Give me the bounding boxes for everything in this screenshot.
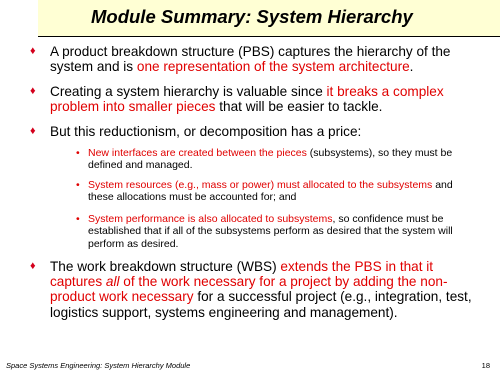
- sub-bullet-text: (subsystems), so they must be defined and managed.: [88, 147, 453, 172]
- dot-bullet-icon: •: [76, 213, 80, 225]
- dot-bullet-icon: •: [76, 179, 80, 191]
- bullet-emphasis: extends the PBS in that it captures: [50, 259, 434, 290]
- diamond-bullet-icon: ♦: [30, 125, 36, 137]
- bullet-wbs: [30, 259, 475, 320]
- sub-bullet-performance: [76, 213, 468, 250]
- slide-footer: Space Systems Engineering: System Hierarchy Module: [6, 361, 191, 370]
- page-number: 18: [481, 361, 490, 370]
- sub-bullet-emphasis: New interfaces are created between the pieces: [88, 147, 307, 159]
- diamond-bullet-icon: ♦: [30, 260, 36, 272]
- sub-bullet-text: and these allocations must be accounted for; and: [88, 179, 453, 204]
- bullet-emphasis: of the work necessary for a project by adding the non-product work necessary: [50, 274, 448, 305]
- sub-bullet-emphasis: System performance is also allocated to subsystems: [88, 213, 333, 225]
- bullet-text: Creating a system hierarchy is valuable since: [50, 84, 327, 99]
- bullet-text: for a successful project (e.g., integration, test, logistics support, systems engineering and management).: [50, 289, 472, 320]
- sub-bullet-emphasis: System resources (e.g., mass or power) must allocated to the subsystems: [88, 179, 433, 191]
- diamond-bullet-icon: ♦: [30, 85, 36, 97]
- bullet-hierarchy-value: [30, 84, 475, 115]
- diamond-bullet-icon: ♦: [30, 45, 36, 57]
- sub-bullet-text: , so confidence must be established that if all of the subsystems perform as desired that the system will perform as desired.: [88, 213, 453, 250]
- bullet-text: .: [409, 59, 414, 75]
- bullet-text: But this reductionism, or decomposition has a price:: [50, 124, 362, 139]
- bullet-emphasis: it breaks a complex problem into smaller pieces: [50, 84, 444, 115]
- dot-bullet-icon: •: [76, 147, 80, 159]
- bullet-text: A product breakdown structure (PBS) captures the hierarchy of the system and is: [50, 44, 451, 75]
- sub-bullet-resources: [76, 179, 468, 204]
- bullet-text: The work breakdown structure (WBS): [50, 259, 281, 274]
- sub-bullet-interfaces: [76, 147, 468, 172]
- title-divider: [38, 36, 500, 37]
- bullet-decomposition-price: [30, 124, 475, 139]
- slide-title: Module Summary: System Hierarchy: [91, 6, 413, 27]
- bullet-emphasis: one representation of the system architecture: [136, 59, 410, 75]
- bullet-pbs: [30, 44, 475, 75]
- bullet-emphasis-italic: all: [105, 274, 120, 290]
- bullet-text: that will be easier to tackle.: [215, 99, 383, 115]
